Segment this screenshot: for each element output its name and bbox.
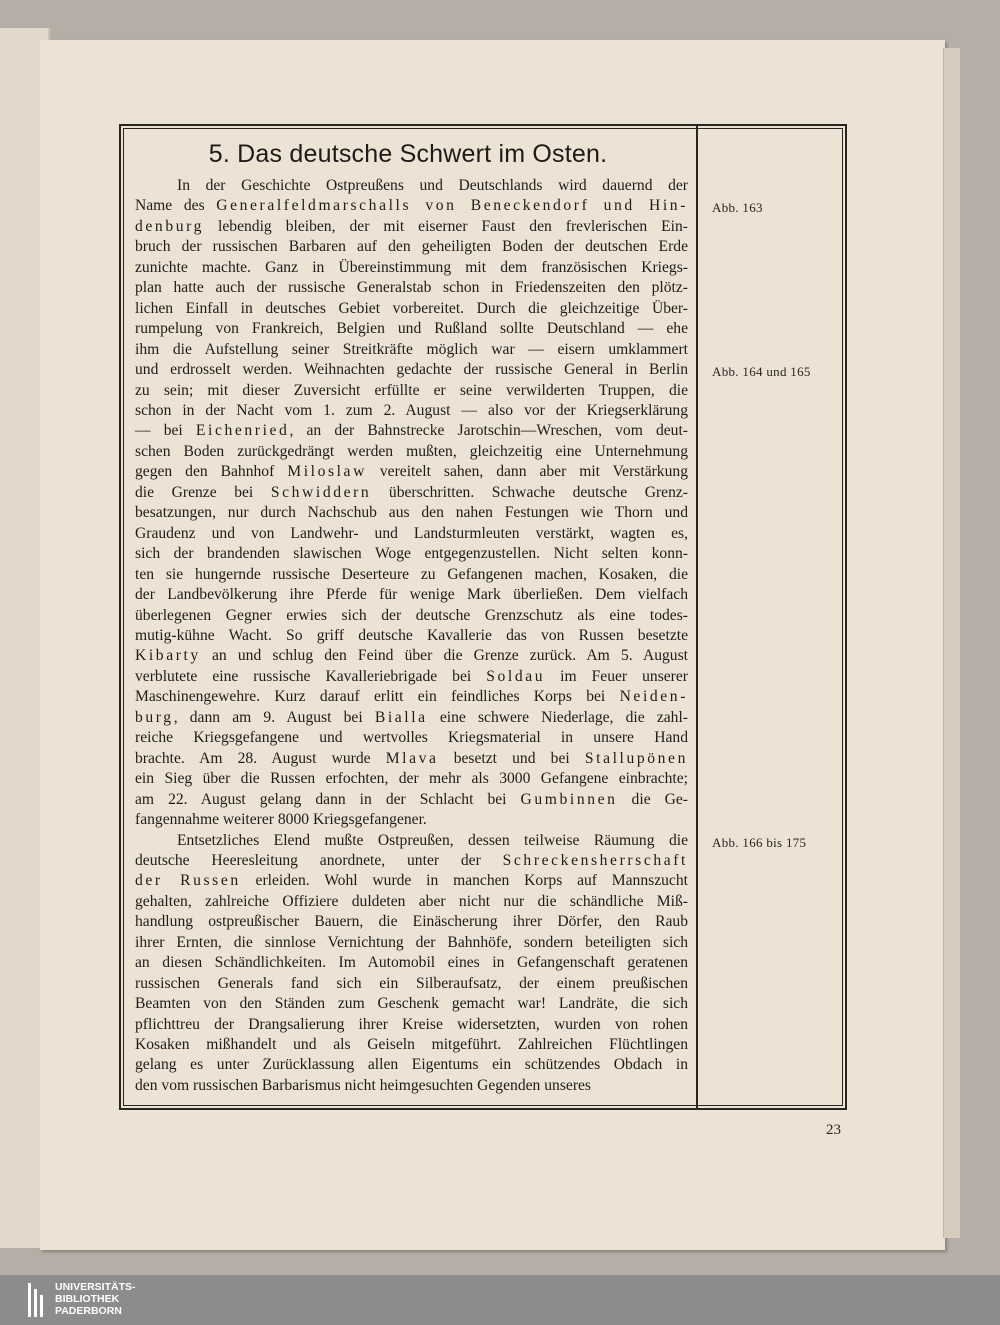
- text-line: [135, 1055, 688, 1075]
- text-line: [135, 299, 688, 319]
- text-run: pflichttreu der Drangsalierung ihrer Kreise widersetzten, wurden von rohen: [135, 1015, 688, 1033]
- text-line: [135, 994, 688, 1014]
- text-line: [135, 871, 688, 891]
- text-line: [135, 749, 688, 769]
- text-run: besatzungen, nur durch Nachschub aus den nahen Festungen wie Thorn und: [135, 504, 688, 522]
- text-line: [135, 606, 688, 626]
- text-line: [135, 728, 688, 748]
- text-line: [135, 851, 688, 871]
- text-run: , an der Bahnstrecke Jarotschin—Wreschen, vom deut-: [289, 422, 688, 440]
- text-run: im Feuer unserer: [545, 667, 688, 685]
- margin-column-divider: [696, 124, 698, 1110]
- text-run: ein Sieg über die Russen erfochten, der mehr als 3000 Gefangene einbrachte;: [135, 770, 688, 788]
- text-line: [135, 462, 688, 482]
- text-run: und erdrosselt werden. Weihnachten gedachte der russische General in Berlin: [135, 361, 688, 379]
- text-run: die Ge-: [617, 790, 688, 808]
- text-line: [135, 974, 688, 994]
- page-number: 23: [826, 1122, 841, 1138]
- text-run: zu sein; mit dieser Zuversicht erfüllte er seine verwilderten Truppen, die: [135, 381, 688, 399]
- text-run: überschritten. Schwache deutsche Grenz-: [371, 483, 688, 501]
- text-line: [135, 381, 688, 401]
- spaced-emphasis: Miloslaw: [287, 463, 367, 481]
- text-run: Name des: [135, 197, 217, 215]
- text-run: fangennahme weiterer 8000 Kriegsgefangener.: [135, 811, 427, 829]
- text-run: Beamten von den Ständen zum Geschenk gemacht war! Landräte, die sich: [135, 995, 688, 1013]
- spaced-emphasis: Schreckensherrschaft: [502, 851, 688, 869]
- library-name-line-1: UNIVERSITÄTS-: [55, 1281, 136, 1293]
- text-line: [135, 687, 688, 707]
- text-line: [135, 503, 688, 523]
- text-line: [135, 237, 688, 257]
- text-line: [135, 278, 688, 298]
- text-line: [135, 585, 688, 605]
- text-line: [135, 892, 688, 912]
- text-run: ihm die Aufstellung seiner Streitkräfte möglich war — eisern umklammert: [135, 340, 688, 358]
- text-run: mutig-kühne Wacht. So griff deutsche Kavallerie das von Russen besetzte: [135, 626, 688, 644]
- chapter-heading: 5. Das deutsche Schwert im Osten.: [208, 140, 608, 168]
- text-line: [135, 196, 688, 216]
- text-line: [135, 667, 688, 687]
- text-line: [135, 340, 688, 360]
- text-line: [135, 360, 688, 380]
- text-line: [135, 810, 688, 830]
- text-run: In der Geschichte Ostpreußens und Deutschlands wird dauernd der: [177, 177, 688, 194]
- text-run: eine schwere Niederlage, die zahl-: [427, 708, 689, 726]
- text-line: [135, 401, 688, 421]
- text-run: — bei: [135, 422, 196, 440]
- spaced-emphasis: Bialla: [374, 708, 428, 726]
- text-line: [135, 933, 688, 953]
- spaced-emphasis: Soldau: [486, 667, 546, 685]
- text-line: [135, 646, 688, 666]
- text-run: erleiden. Wohl wurde in manchen Korps auf Mannszucht: [240, 872, 688, 890]
- text-run: gegen den Bahnhof: [135, 463, 288, 481]
- text-run: ihrer Ernten, die sinnlose Vernichtung der Bahnhöfe, sondern beteiligten sich: [135, 933, 688, 951]
- spaced-emphasis: Schwiddern: [270, 483, 372, 501]
- text-line: [135, 319, 688, 339]
- spaced-emphasis: Mlava: [385, 749, 439, 767]
- text-run: zunichte machte. Ganz in Übereinstimmung mit dem französischen Kriegs-: [135, 258, 688, 276]
- library-footer-bar: [0, 1275, 1000, 1325]
- page-stack-edge: [943, 48, 960, 1238]
- text-run: an diesen Schändlichkeiten. Im Automobil eines in Gefangenschaft geratenen: [135, 954, 688, 972]
- text-line: [135, 912, 688, 932]
- text-line: [135, 831, 688, 851]
- text-line: [135, 565, 688, 585]
- text-run: gehalten, zahlreiche Offiziere duldeten aber nicht nur die schändliche Miß-: [135, 892, 688, 910]
- spaced-emphasis: Neiden-: [619, 688, 688, 706]
- library-logo-icon: [28, 1283, 48, 1317]
- text-run: den vom russischen Barbarismus nicht heimgesuchten Gegenden unseres: [135, 1076, 592, 1094]
- text-run: die Grenze bei: [135, 483, 271, 501]
- text-run: verblutete eine russische Kavalleriebrigade bei: [135, 667, 487, 685]
- spaced-emphasis: Gumbinnen: [520, 790, 618, 808]
- text-run: schon in der Nacht vom 1. zum 2. August — also vor der Kriegserklärung: [135, 401, 688, 419]
- text-run: deutsche Heeresleitung anordnete, unter der: [135, 851, 503, 869]
- text-run: am 22. August gelang dann in der Schlacht bei: [135, 790, 521, 808]
- library-name-line-2: BIBLIOTHEK: [55, 1293, 120, 1305]
- library-name-line-3: PADERBORN: [55, 1305, 122, 1317]
- text-run: russischen Generals fand sich ein Silberaufsatz, der einem preußischen: [135, 974, 688, 992]
- text-line: [135, 524, 688, 544]
- text-run: überlegenen Gegner erwies sich der deutsche Grenzschutz als eine todes-: [135, 606, 688, 624]
- text-line: [135, 1035, 688, 1055]
- text-line: [135, 176, 688, 196]
- text-run: handlung ostpreußischer Bauern, die Einäscherung ihrer Dörfer, den Raub: [135, 913, 688, 931]
- text-run: rumpelung von Frankreich, Belgien und Rußland sollte Deutschland — ehe: [135, 320, 688, 338]
- text-line: [135, 544, 688, 564]
- text-run: Kosaken mißhandelt und als Geiseln mitgeführt. Zahlreichen Flüchtlingen: [135, 1036, 688, 1054]
- text-line: [135, 1076, 688, 1096]
- spaced-emphasis: Eichenried: [195, 422, 290, 440]
- library-name: [55, 1281, 136, 1317]
- text-run: sich der brandenden slawischen Woge entgegenzustellen. Nicht selten konn-: [135, 545, 688, 563]
- text-run: bruch der russischen Barbaren auf den geheiligten Boden der deutschen Erde: [135, 238, 688, 256]
- text-run: ten sie hungernde russische Deserteure zu Gefangenen machen, Kosaken, die: [135, 565, 688, 583]
- figure-reference-2: Abb. 164 und 165: [712, 364, 811, 379]
- body-text: [135, 176, 688, 1096]
- spaced-emphasis: denburg: [135, 217, 205, 235]
- spaced-emphasis: Kibarty: [135, 647, 201, 665]
- text-run: reiche Kriegsgefangene und wertvolles Kriegsmaterial in unsere Hand: [135, 729, 688, 747]
- text-run: lebendig bleiben, der mit eiserner Faust den frevlerischen Ein-: [204, 217, 688, 235]
- text-line: [135, 953, 688, 973]
- text-run: plan hatte auch der russische Generalstab schon in Friedenszeiten den plötz-: [135, 279, 688, 297]
- text-run: lichen Einfall in deutsches Gebiet vorbereitet. Durch die gleichzeitige Über-: [135, 299, 688, 317]
- text-line: [135, 708, 688, 728]
- figure-reference-3: Abb. 166 bis 175: [712, 835, 807, 850]
- spaced-emphasis: der Russen: [135, 872, 241, 890]
- spaced-emphasis: Stallupönen: [584, 749, 688, 767]
- spaced-emphasis: Generalfeldmarschalls von Beneckendorf und Hin-: [216, 197, 688, 215]
- text-run: brachte. Am 28. August wurde: [135, 749, 386, 767]
- text-line: [135, 217, 688, 237]
- text-line: [135, 258, 688, 278]
- text-run: Graudenz und von Landwehr- und Landsturmleuten verstärkt, wagten es,: [135, 524, 688, 542]
- text-run: Maschinengewehre. Kurz darauf erlitt ein feindliches Korps bei: [135, 688, 620, 706]
- text-line: [135, 769, 688, 789]
- text-line: [135, 483, 688, 503]
- text-run: Entsetzliches Elend mußte Ostpreußen, dessen teilweise Räumung die: [177, 831, 688, 849]
- text-run: gelang es unter Zurücklassung allen Eigentums ein schützendes Obdach in: [135, 1056, 688, 1074]
- text-run: der Landbevölkerung ihre Pferde für wenige Mark überließen. Dem vielfach: [135, 586, 688, 604]
- text-run: besetzt und bei: [438, 749, 585, 767]
- text-run: an und schlug den Feind über die Grenze zurück. Am 5. August: [200, 647, 688, 665]
- text-line: [135, 1015, 688, 1035]
- text-line: [135, 442, 688, 462]
- figure-reference-1: Abb. 163: [712, 200, 763, 215]
- text-run: vereitelt sahen, dann aber mit Verstärkung: [366, 463, 688, 481]
- text-run: , dann am 9. August bei: [173, 708, 375, 726]
- text-line: [135, 790, 688, 810]
- spaced-emphasis: burg: [135, 708, 174, 726]
- text-run: schen Boden zurückgedrängt werden mußten, gleichzeitig eine Unternehmung: [135, 442, 688, 460]
- text-line: [135, 421, 688, 441]
- text-line: [135, 626, 688, 646]
